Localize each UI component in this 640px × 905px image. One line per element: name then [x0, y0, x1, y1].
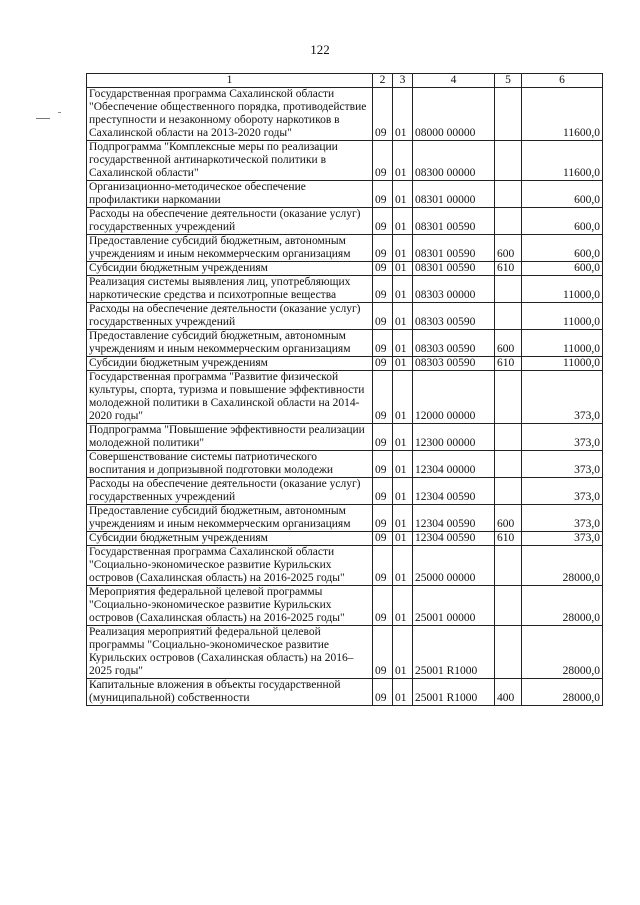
row-subsection-cell: 01 — [393, 532, 413, 546]
row-amount-cell: 11000,0 — [522, 303, 603, 330]
row-expense-type-cell — [495, 546, 522, 586]
row-expense-type-cell: 400 — [495, 679, 522, 706]
row-name-cell: Субсидии бюджетным учреждениям — [87, 532, 373, 546]
table-row — [87, 451, 603, 478]
table-row — [87, 357, 603, 371]
table-row — [87, 303, 603, 330]
row-name-cell: Предоставление субсидий бюджетным, автономным учреждениям и иным некоммерческим организациям — [87, 235, 373, 262]
budget-table — [86, 73, 603, 706]
row-subsection-cell: 01 — [393, 208, 413, 235]
header-cell-6: 6 — [522, 74, 603, 88]
row-section-cell: 09 — [373, 505, 393, 532]
row-expense-type-cell — [495, 276, 522, 303]
row-name-cell: Государственная программа Сахалинской области "Социально-экономическое развитие Курильских островов (Сахалинская область) на 2016-2025 годы" — [87, 546, 373, 586]
row-subsection-cell: 01 — [393, 626, 413, 679]
table-row — [87, 88, 603, 141]
row-name-cell: Реализация мероприятий федеральной целевой программы "Социально-экономическое развитие Курильских островов (Сахалинская область) на 2016–2025 годы" — [87, 626, 373, 679]
table-row — [87, 208, 603, 235]
row-name-cell: Расходы на обеспечение деятельности (оказание услуг) государственных учреждений — [87, 208, 373, 235]
scan-artifact — [58, 112, 61, 113]
row-expense-type-cell — [495, 451, 522, 478]
row-section-cell: 09 — [373, 303, 393, 330]
row-amount-cell: 600,0 — [522, 262, 603, 276]
row-amount-cell: 11600,0 — [522, 141, 603, 181]
table-row — [87, 679, 603, 706]
row-name-cell: Капитальные вложения в объекты государственной (муниципальной) собственности — [87, 679, 373, 706]
row-target-article-cell: 25001 R1000 — [413, 626, 495, 679]
row-target-article-cell: 12000 00000 — [413, 371, 495, 424]
row-expense-type-cell: 610 — [495, 262, 522, 276]
row-amount-cell: 600,0 — [522, 208, 603, 235]
row-section-cell: 09 — [373, 330, 393, 357]
row-amount-cell: 28000,0 — [522, 586, 603, 626]
table-row — [87, 371, 603, 424]
row-target-article-cell: 12304 00590 — [413, 478, 495, 505]
row-expense-type-cell: 600 — [495, 505, 522, 532]
row-target-article-cell: 12304 00590 — [413, 505, 495, 532]
row-section-cell: 09 — [373, 276, 393, 303]
scan-artifact — [36, 118, 50, 119]
table-row — [87, 235, 603, 262]
row-expense-type-cell: 610 — [495, 357, 522, 371]
table-row — [87, 546, 603, 586]
table-row — [87, 424, 603, 451]
table-row — [87, 586, 603, 626]
row-target-article-cell: 12304 00590 — [413, 532, 495, 546]
row-section-cell: 09 — [373, 679, 393, 706]
row-section-cell: 09 — [373, 586, 393, 626]
row-target-article-cell: 08301 00000 — [413, 181, 495, 208]
row-section-cell: 09 — [373, 478, 393, 505]
row-section-cell: 09 — [373, 546, 393, 586]
row-section-cell: 09 — [373, 88, 393, 141]
row-subsection-cell: 01 — [393, 276, 413, 303]
header-row — [87, 74, 603, 88]
row-section-cell: 09 — [373, 141, 393, 181]
row-subsection-cell: 01 — [393, 546, 413, 586]
row-target-article-cell: 25001 R1000 — [413, 679, 495, 706]
row-subsection-cell: 01 — [393, 679, 413, 706]
row-target-article-cell: 08303 00590 — [413, 357, 495, 371]
row-expense-type-cell — [495, 371, 522, 424]
row-section-cell: 09 — [373, 371, 393, 424]
row-expense-type-cell — [495, 478, 522, 505]
row-amount-cell: 373,0 — [522, 532, 603, 546]
row-name-cell: Государственная программа Сахалинской области "Обеспечение общественного порядка, противодействие преступности и незаконному обороту наркотиков в Сахалинской области на 2013-2020 годы" — [87, 88, 373, 141]
row-amount-cell: 373,0 — [522, 371, 603, 424]
row-name-cell: Субсидии бюджетным учреждениям — [87, 357, 373, 371]
row-name-cell: Государственная программа "Развитие физической культуры, спорта, туризма и повышение эффективности молодежной политики в Сахалинской области на 2014-2020 годы" — [87, 371, 373, 424]
row-target-article-cell: 12300 00000 — [413, 424, 495, 451]
row-target-article-cell: 08000 00000 — [413, 88, 495, 141]
row-name-cell: Подпрограмма "Повышение эффективности реализации молодежной политики" — [87, 424, 373, 451]
row-target-article-cell: 25000 00000 — [413, 546, 495, 586]
row-amount-cell: 600,0 — [522, 181, 603, 208]
row-expense-type-cell: 600 — [495, 330, 522, 357]
row-target-article-cell: 08303 00590 — [413, 330, 495, 357]
row-subsection-cell: 01 — [393, 181, 413, 208]
table-row — [87, 141, 603, 181]
row-amount-cell: 373,0 — [522, 451, 603, 478]
row-section-cell: 09 — [373, 181, 393, 208]
row-amount-cell: 11000,0 — [522, 357, 603, 371]
header-cell-1: 1 — [87, 74, 373, 88]
table-row — [87, 330, 603, 357]
row-target-article-cell: 12304 00000 — [413, 451, 495, 478]
row-section-cell: 09 — [373, 451, 393, 478]
row-subsection-cell: 01 — [393, 357, 413, 371]
header-cell-5: 5 — [495, 74, 522, 88]
row-section-cell: 09 — [373, 357, 393, 371]
table-row — [87, 262, 603, 276]
row-name-cell: Расходы на обеспечение деятельности (оказание услуг) государственных учреждений — [87, 303, 373, 330]
row-subsection-cell: 01 — [393, 371, 413, 424]
table-row — [87, 181, 603, 208]
row-target-article-cell: 08303 00000 — [413, 276, 495, 303]
row-section-cell: 09 — [373, 626, 393, 679]
row-amount-cell: 28000,0 — [522, 626, 603, 679]
row-expense-type-cell — [495, 303, 522, 330]
row-name-cell: Реализация системы выявления лиц, употребляющих наркотические средства и психотропные вещества — [87, 276, 373, 303]
row-name-cell: Подпрограмма "Комплексные меры по реализации государственной антинаркотической политики в Сахалинской области" — [87, 141, 373, 181]
table-row — [87, 478, 603, 505]
row-target-article-cell: 08301 00590 — [413, 235, 495, 262]
row-target-article-cell: 08303 00590 — [413, 303, 495, 330]
row-name-cell: Предоставление субсидий бюджетным, автономным учреждениям и иным некоммерческим организациям — [87, 505, 373, 532]
row-name-cell: Мероприятия федеральной целевой программы "Социально-экономическое развитие Курильских островов (Сахалинская область) на 2016-2025 годы" — [87, 586, 373, 626]
row-section-cell: 09 — [373, 424, 393, 451]
table-row — [87, 276, 603, 303]
row-subsection-cell: 01 — [393, 235, 413, 262]
row-subsection-cell: 01 — [393, 586, 413, 626]
header-cell-4: 4 — [413, 74, 495, 88]
row-section-cell: 09 — [373, 208, 393, 235]
row-expense-type-cell — [495, 208, 522, 235]
row-expense-type-cell — [495, 626, 522, 679]
table-row — [87, 626, 603, 679]
row-section-cell: 09 — [373, 235, 393, 262]
row-target-article-cell: 08300 00000 — [413, 141, 495, 181]
page-number: 122 — [310, 42, 330, 57]
row-amount-cell: 11600,0 — [522, 88, 603, 141]
row-subsection-cell: 01 — [393, 478, 413, 505]
row-amount-cell: 600,0 — [522, 235, 603, 262]
row-expense-type-cell — [495, 141, 522, 181]
row-target-article-cell: 08301 00590 — [413, 262, 495, 276]
row-name-cell: Организационно-методическое обеспечение профилактики наркомании — [87, 181, 373, 208]
row-amount-cell: 373,0 — [522, 424, 603, 451]
row-section-cell: 09 — [373, 262, 393, 276]
row-expense-type-cell — [495, 88, 522, 141]
row-subsection-cell: 01 — [393, 88, 413, 141]
row-expense-type-cell: 610 — [495, 532, 522, 546]
table-row — [87, 505, 603, 532]
row-amount-cell: 11000,0 — [522, 330, 603, 357]
header-cell-3: 3 — [393, 74, 413, 88]
row-name-cell: Совершенствование системы патриотического воспитания и допризывной подготовки молодежи — [87, 451, 373, 478]
row-subsection-cell: 01 — [393, 424, 413, 451]
row-name-cell: Субсидии бюджетным учреждениям — [87, 262, 373, 276]
row-amount-cell: 373,0 — [522, 478, 603, 505]
row-amount-cell: 373,0 — [522, 505, 603, 532]
row-subsection-cell: 01 — [393, 330, 413, 357]
row-target-article-cell: 25001 00000 — [413, 586, 495, 626]
row-amount-cell: 28000,0 — [522, 679, 603, 706]
row-name-cell: Предоставление субсидий бюджетным, автономным учреждениям и иным некоммерческим организациям — [87, 330, 373, 357]
table-row — [87, 532, 603, 546]
row-subsection-cell: 01 — [393, 451, 413, 478]
row-subsection-cell: 01 — [393, 262, 413, 276]
row-expense-type-cell — [495, 586, 522, 626]
row-expense-type-cell: 600 — [495, 235, 522, 262]
row-section-cell: 09 — [373, 532, 393, 546]
row-amount-cell: 11000,0 — [522, 276, 603, 303]
row-name-cell: Расходы на обеспечение деятельности (оказание услуг) государственных учреждений — [87, 478, 373, 505]
row-subsection-cell: 01 — [393, 505, 413, 532]
row-amount-cell: 28000,0 — [522, 546, 603, 586]
row-subsection-cell: 01 — [393, 141, 413, 181]
row-subsection-cell: 01 — [393, 303, 413, 330]
row-expense-type-cell — [495, 181, 522, 208]
row-target-article-cell: 08301 00590 — [413, 208, 495, 235]
row-expense-type-cell — [495, 424, 522, 451]
header-cell-2: 2 — [373, 74, 393, 88]
